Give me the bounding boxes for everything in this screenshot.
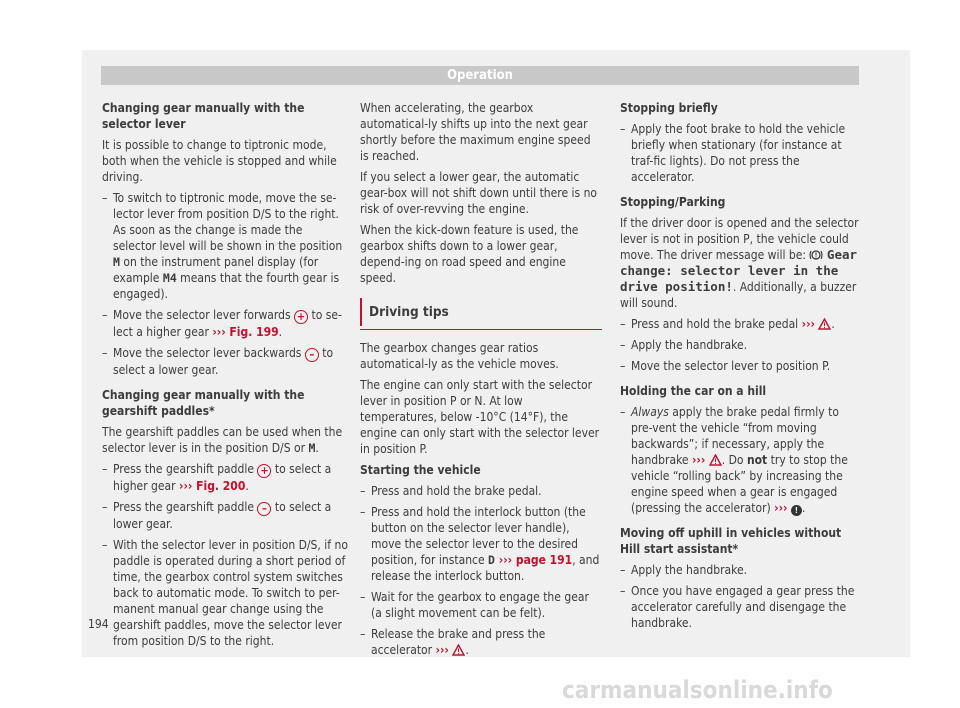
paragraph: The engine can only start with the selector lever in position P or N. At low temperatures, below -10°C (14°F), the engine can only start with the selector lever in position P. [360,378,600,456]
paragraph: When accelerating, the gearbox automatical-ly shifts up into the next gear shortly before the maximum engine speed is reached. [360,101,591,163]
driver-message: Gear change: selector lever in the drive position! [620,247,858,294]
column-2 [360,100,602,663]
heading-holding-on-hill: Holding the car on a hill [620,384,767,398]
minus-icon: – [305,348,319,362]
column-1 [102,100,348,654]
page-link[interactable]: ››› page 191 [494,553,573,567]
heading-gearshift-paddles: Changing gear manually with the gearshift paddles* [102,388,305,418]
list-item: – Apply the handbrake. [620,563,748,577]
list-item: – Press the gearshift paddle + to select a higher gear ››› Fig. 200. [102,462,332,493]
list-item: – To switch to tiptronic mode, move the se-lector lever from position D/S to the right. As soon as the change is made the selector level will be shown in the position M on the instrument panel display (for example M4 means that the fourth gear is engaged). [102,191,343,301]
plus-icon: + [294,310,308,324]
heading-moving-off-uphill: Moving off uphill in vehicles without Hill start assistant* [620,526,842,556]
heading-stopping-briefly: Stopping briefly [620,101,718,115]
figure-link[interactable]: ››› Fig. 199 [212,325,279,339]
list-item: – Apply the handbrake. [620,338,748,352]
plus-icon: + [257,464,271,478]
paragraph: If you select a lower gear, the automatic gear-box will not shift down until there is no risk of over-revving the engine. [360,170,598,216]
list-item: – Press and hold the brake pedal. [360,484,542,498]
paragraph: The gearshift paddles can be used when the selector lever is in the position D/S or M. [102,425,343,455]
warning-icon [818,318,831,330]
paragraph: If the driver door is opened and the selector lever is not in position P, the vehicle could move. The driver message will be: Gear change: selector lever in the drive position!. Additionally, a buzzer will sound. [620,216,859,310]
minus-icon: – [257,502,271,516]
paragraph: The gearbox changes gear ratios automatical-ly as the vehicle moves. [360,341,559,371]
heading-stopping-parking: Stopping/Parking [620,195,726,209]
list-item: – With the selector lever in position D/S, if no paddle is operated during a short period of time, the gearbox control system switches back to automatic mode. To switch to per-manent manual gear change using the gearshift paddles, move the selector lever from position D/S to the right. [102,538,348,648]
paragraph: When the kick-down feature is used, the gearbox shifts down to a lower gear, depend-ing on road speed and engine speed. [360,223,579,285]
list-item: – Move the selector lever backwards – to select a lower gear. [102,346,334,377]
heading-starting-vehicle: Starting the vehicle [360,463,481,477]
list-item: – Move the selector lever to position P. [620,359,831,373]
paragraph: It is possible to change to tiptronic mode, both when the vehicle is stopped and while driving. [102,138,337,184]
warning-icon [709,454,722,466]
warning-icon [452,644,465,656]
heading-selector-lever: Changing gear manually with the selector lever [102,101,305,131]
list-item: – Press and hold the brake pedal ››› . [620,317,835,331]
figure-link[interactable]: ››› Fig. 200 [179,479,246,493]
column-3 [620,100,860,636]
page-number: 194 [88,617,109,631]
watermark: carmanualsonline.info [562,676,833,704]
section-header: Operation [101,66,859,85]
list-item: – Apply the foot brake to hold the vehicle briefly when stationary (for instance at traf-fic lights). Do not press the accelerator. [620,122,846,184]
list-item: – Move the selector lever forwards + to se-lect a higher gear ››› Fig. 199. [102,308,342,339]
info-icon: ! [791,505,802,516]
section-title-driving-tips: Driving tips [360,298,602,326]
list-item: – Release the brake and press the accelerator ››› . [360,627,546,657]
list-item: – Always apply the brake pedal firmly to pre-vent the vehicle “from moving backwards”; if necessary, apply the handbrake ››› . Do not try to stop the vehicle “rolling back” by increasing the engine speed when a gear is engaged (pressing the accelerator) ››› ! . [620,405,848,515]
list-item: – Wait for the gearbox to engage the gear (a slight movement can be felt). [360,590,589,620]
list-item: – Press the gearshift paddle – to select a lower gear. [102,500,332,531]
list-item: – Press and hold the interlock button (the button on the selector lever handle), move the selector lever to the desired position, for instance D ››› page 191, and release the interlock button. [360,505,600,583]
list-item: – Once you have engaged a gear press the accelerator carefully and disengage the handbrake. [620,584,855,630]
gearbox-warning-icon [809,249,823,261]
